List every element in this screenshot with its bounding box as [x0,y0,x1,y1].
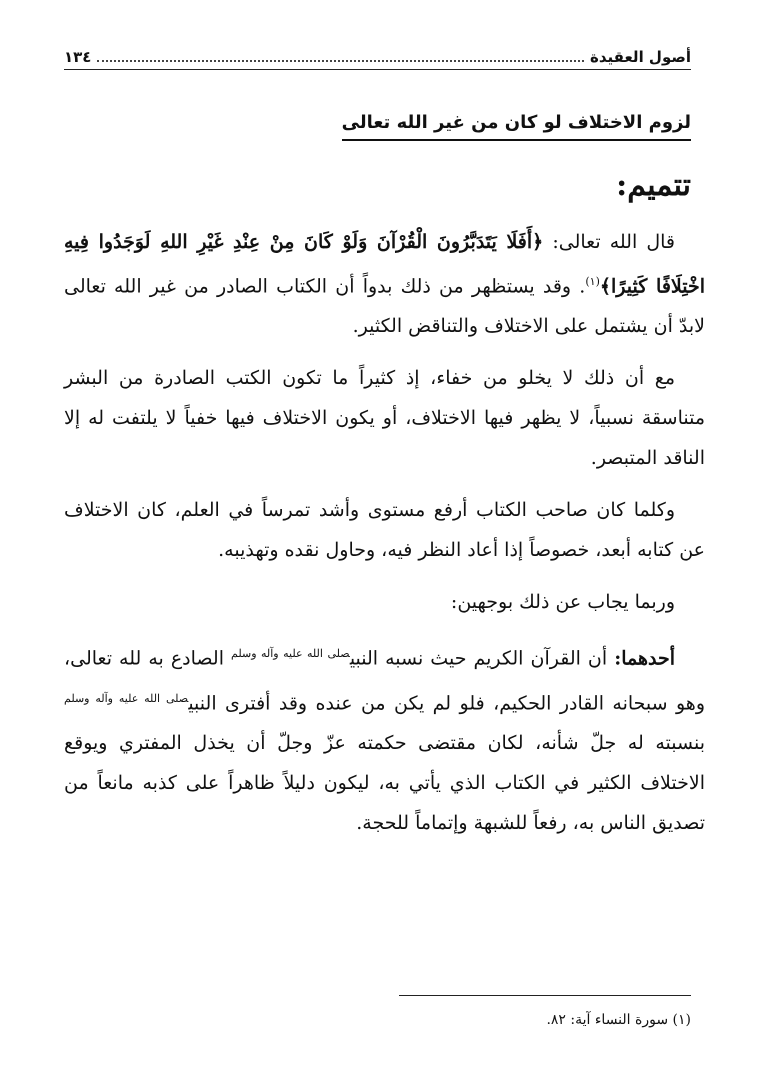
running-header [64,40,691,70]
sub-heading: تتميم: [616,168,691,203]
honorific-1: صلى الله عليه وآله وسلم [231,647,350,661]
paragraph-5-part1: أن القرآن الكريم حيث نسبه النبي [349,647,615,670]
paragraph-5-lead: أحدهما: [614,647,676,670]
header-dot-leader [97,60,584,62]
paragraph-5-part2: الصادع به لله تعالى، وهو سبحانه القادر الحكيم، فلو لم يكن من عنده وقد أفترى النبي [64,647,705,714]
page-number: ١٣٤ [64,48,92,66]
paragraph-3: وكلما كان صاحب الكتاب أرفع مستوى وأشد تمرساً في العلم، كان الاختلاف عن كتابه أبعد، خصوصاً إذا أعاد النظر فيه، وحاول نقده وتهذيبه. [64,499,705,562]
paragraph-1-intro: قال الله تعالى: [543,231,675,253]
paragraph-1 [64,222,705,346]
footnote: (١) سورة النساء آية: ٨٢. [546,1012,691,1028]
body-text [64,222,705,855]
book-title: أصول العقيدة [590,48,691,66]
paragraph-1-rest: . وقد يستظهر من ذلك بدواً أن الكتاب الصادر من غير الله تعالى لابدّ أن يشتمل على الاختلاف والتناقض الكثير. [64,275,705,338]
paragraph-5-part3: بنسبته له جلّ شأنه، لكان مقتضى حكمته عزّ وجلّ أن يخذل المفتري ويوقع الاختلاف الكثير في الكتاب الذي يأتي به، ليكون دليلاً ظاهراً على كذبه مانعاً من تصديق الناس به، رفعاً للشبهة وإتماماً للحجة. [64,731,705,834]
paragraph-2: مع أن ذلك لا يخلو من خفاء، إذ كثيراً ما تكون الكتب الصادرة من البشر متناسقة نسبياً، لا يظهر فيها الاختلاف، أو يكون الاختلاف فيها خفياً لا يلتفت له إلا الناقد المتبصر. [64,367,705,470]
honorific-2: صلى الله عليه وآله وسلم [64,691,189,705]
paragraph-4: وربما يجاب عن ذلك بوجهين: [450,591,675,614]
section-heading: لزوم الاختلاف لو كان من غير الله تعالى [342,112,691,141]
paragraph-5 [64,634,705,843]
quran-verse: ﴿أَفَلَا يَتَدَبَّرُونَ الْقُرْآنَ وَلَوْ كَانَ مِنْ عِنْدِ غَيْرِ اللهِ لَوَجَدُوا فِيهِ اخْتِلَافًا كَثِيرًا﴾ [64,231,705,298]
footnote-divider [399,995,691,996]
footnote-reference: (١) [585,275,600,288]
